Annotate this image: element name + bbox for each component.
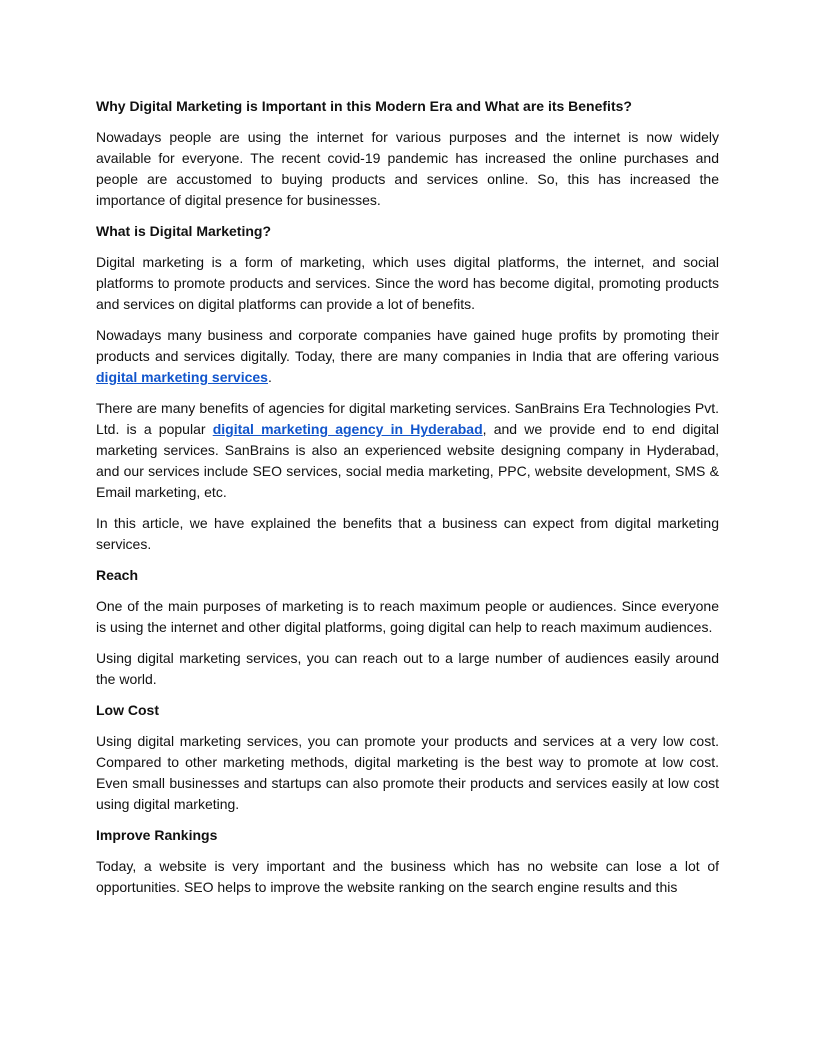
reach-paragraph-1: One of the main purposes of marketing is to reach maximum people or audiences. Since everyone is using the internet and other digital platforms, going digital can help to reach maximum audiences. — [96, 598, 719, 635]
what-p2-text-after: . — [267, 369, 272, 385]
what-paragraph-1: Digital marketing is a form of marketing, which uses digital platforms, the internet, and social platforms to promote products and services. Since the word has become digital, promoting products and services on digital platforms can provide a lot of benefits. — [96, 254, 719, 312]
section-heading-improve-rankings: Improve Rankings — [96, 827, 218, 843]
what-paragraph-2 — [96, 325, 719, 388]
section-heading-low-cost: Low Cost — [96, 702, 159, 718]
rankings-paragraph: Today, a website is very important and the business which has no website can lose a lot of opportunities. SEO helps to improve the website ranking on the search engine results and this — [96, 858, 719, 895]
digital-marketing-agency-link[interactable]: digital marketing agency in Hyderabad — [212, 421, 483, 437]
section-heading-reach: Reach — [96, 567, 139, 583]
what-p3-text-after: , and we provide end to end digital marketing services. SanBrains is also an experienced website designing company in Hyderabad, and our services include SEO services, social media marketing, PPC, website development, SMS & Email marketing, etc. — [96, 421, 719, 500]
page-title: Why Digital Marketing is Important in this Modern Era and What are its Benefits? — [96, 98, 632, 114]
section-heading-what-is: What is Digital Marketing? — [96, 223, 272, 239]
what-paragraph-4: In this article, we have explained the benefits that a business can expect from digital marketing services. — [96, 515, 719, 552]
digital-marketing-services-link[interactable]: digital marketing services — [96, 369, 268, 385]
what-p2-text-before: Nowadays many business and corporate companies have gained huge profits by promoting their products and services digitally. Today, there are many companies in India that are offering various — [96, 327, 719, 364]
reach-paragraph-2: Using digital marketing services, you can reach out to a large number of audiences easily around the world. — [96, 650, 719, 687]
what-paragraph-3 — [96, 398, 719, 503]
intro-paragraph: Nowadays people are using the internet for various purposes and the internet is now widely available for everyone. The recent covid-19 pandemic has increased the online purchases and people are accustomed to buying products and services online. So, this has increased the importance of digital presence for businesses. — [96, 129, 719, 208]
low-cost-paragraph: Using digital marketing services, you can promote your products and services at a very low cost. Compared to other marketing methods, digital marketing is the best way to promote at low cost. Even small businesses and startups can also promote their products and services easily at low cost using digital marketing. — [96, 733, 719, 812]
what-p3-text-before: There are many benefits of agencies for digital marketing services. SanBrains Era Technologies Pvt. Ltd. is a popular — [96, 400, 719, 437]
document-body — [96, 96, 719, 908]
